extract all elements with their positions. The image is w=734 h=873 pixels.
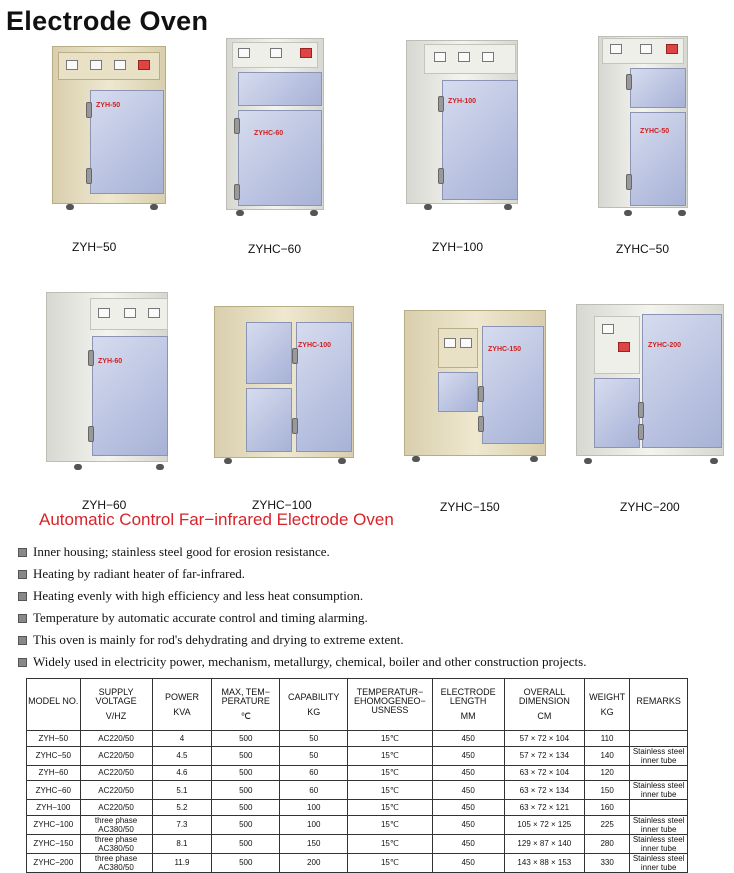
table-cell: 140 (584, 746, 629, 765)
feature-text: This oven is mainly for rod's dehydrating and drying to extreme extent. (33, 632, 404, 647)
table-cell: 450 (432, 800, 504, 816)
table-cell: 450 (432, 834, 504, 853)
gauge-icon (640, 44, 652, 54)
table-cell: AC220/50 (80, 746, 152, 765)
table-cell: 4.6 (152, 765, 212, 781)
table-cell: Stainless steel inner tube (630, 781, 688, 800)
door-handle-icon (86, 102, 92, 118)
door-handle-icon (88, 350, 94, 366)
gauge-icon (238, 48, 250, 58)
gauge-icon (610, 44, 622, 54)
table-cell: 15℃ (348, 746, 432, 765)
table-cell: 11.9 (152, 853, 212, 872)
table-row (27, 746, 688, 765)
gauge-icon (460, 338, 472, 348)
table-cell: 500 (212, 746, 280, 765)
table-cell: 450 (432, 765, 504, 781)
table-cell: 7.3 (152, 815, 212, 834)
product-zyhc-60 (224, 34, 328, 220)
indicator-light-icon (618, 342, 630, 352)
product-zyh-100 (404, 38, 522, 214)
oven-door (92, 336, 168, 456)
table-cell: Stainless steel inner tube (630, 746, 688, 765)
table-cell (630, 731, 688, 747)
table-cell: 5.1 (152, 781, 212, 800)
gauge-icon (444, 338, 456, 348)
table-cell: 15℃ (348, 853, 432, 872)
foot-icon (504, 204, 512, 210)
table-cell: 330 (584, 853, 629, 872)
model-badge: ZYHC-60 (254, 130, 284, 137)
foot-icon (150, 204, 158, 210)
table-cell: 200 (280, 853, 348, 872)
feature-list (18, 541, 728, 673)
table-cell: ZYH−50 (27, 731, 81, 747)
square-bullet-icon (18, 570, 27, 579)
list-item (18, 541, 728, 563)
table-cell: ZYHC−100 (27, 815, 81, 834)
gauge-icon (98, 308, 110, 318)
list-item (18, 629, 728, 651)
model-badge: ZYH-60 (98, 358, 123, 365)
door-handle-icon (88, 426, 94, 442)
table-cell: 15℃ (348, 800, 432, 816)
indicator-light-icon (138, 60, 150, 70)
gauge-icon (66, 60, 78, 70)
table-cell: 60 (280, 781, 348, 800)
list-item (18, 585, 728, 607)
table-row (27, 765, 688, 781)
column-header: OVERALL DIMENSION CM (504, 679, 584, 731)
spec-table (26, 678, 688, 873)
model-badge: ZYH-100 (448, 98, 477, 105)
table-row (27, 815, 688, 834)
oven-drawer (630, 68, 686, 108)
feature-text: Inner housing; stainless steel good for erosion resistance. (33, 544, 330, 559)
table-row (27, 800, 688, 816)
column-header: CAPABILITY KG (280, 679, 348, 731)
foot-icon (424, 204, 432, 210)
foot-icon (310, 210, 318, 216)
table-cell: 450 (432, 853, 504, 872)
control-panel (594, 316, 640, 374)
column-header: REMARKS (630, 679, 688, 731)
product-zyhc-200 (574, 302, 726, 468)
table-cell: three phase AC380/50 (80, 853, 152, 872)
table-cell: 15℃ (348, 815, 432, 834)
foot-icon (584, 458, 592, 464)
table-cell: 57 × 72 × 134 (504, 746, 584, 765)
column-header: WEIGHT KG (584, 679, 629, 731)
gauge-icon (602, 324, 614, 334)
square-bullet-icon (18, 658, 27, 667)
table-row (27, 781, 688, 800)
foot-icon (678, 210, 686, 216)
table-cell: Stainless steel inner tube (630, 853, 688, 872)
door-handle-icon (438, 96, 444, 112)
table-cell: 150 (280, 834, 348, 853)
table-cell: AC220/50 (80, 800, 152, 816)
table-cell: 500 (212, 834, 280, 853)
foot-icon (710, 458, 718, 464)
table-cell: Stainless steel inner tube (630, 834, 688, 853)
table-cell (630, 765, 688, 781)
table-cell: 5.2 (152, 800, 212, 816)
table-row (27, 731, 688, 747)
gauge-icon (90, 60, 102, 70)
column-header: MAX, TEM− PERATURE ℃ (212, 679, 280, 731)
door-handle-icon (478, 386, 484, 402)
product-caption: ZYHC−200 (620, 500, 680, 514)
door-handle-icon (86, 168, 92, 184)
door-handle-icon (626, 174, 632, 190)
square-bullet-icon (18, 614, 27, 623)
feature-text: Widely used in electricity power, mechanism, metallurgy, chemical, boiler and other construction projects. (33, 654, 587, 669)
product-caption: ZYHC−60 (248, 242, 302, 256)
table-cell: 129 × 87 × 140 (504, 834, 584, 853)
product-caption: ZYHC−150 (440, 500, 500, 514)
product-zyh-60 (44, 290, 172, 474)
foot-icon (224, 458, 232, 464)
page-title: Electrode Oven (6, 6, 209, 36)
oven-door (642, 314, 722, 448)
square-bullet-icon (18, 548, 27, 557)
table-cell: 63 × 72 × 134 (504, 781, 584, 800)
table-cell: 143 × 88 × 153 (504, 853, 584, 872)
table-cell: three phase AC380/50 (80, 834, 152, 853)
feature-text: Heating by radiant heater of far-infrared. (33, 566, 245, 581)
table-cell: 8.1 (152, 834, 212, 853)
table-cell: ZYHC−200 (27, 853, 81, 872)
oven-drawer (238, 72, 322, 106)
table-cell: 500 (212, 731, 280, 747)
gauge-icon (482, 52, 494, 62)
indicator-light-icon (666, 44, 678, 54)
oven-door (482, 326, 544, 444)
gauge-icon (270, 48, 282, 58)
table-cell: ZYHC−60 (27, 781, 81, 800)
door-handle-icon (234, 184, 240, 200)
table-cell: 160 (584, 800, 629, 816)
table-cell: 450 (432, 781, 504, 800)
gauge-icon (458, 52, 470, 62)
oven-drawer (438, 372, 478, 412)
square-bullet-icon (18, 592, 27, 601)
foot-icon (236, 210, 244, 216)
model-badge: ZYH-50 (96, 102, 121, 109)
table-cell: AC220/50 (80, 765, 152, 781)
table-cell: three phase AC380/50 (80, 815, 152, 834)
table-cell: 450 (432, 731, 504, 747)
table-cell: 500 (212, 781, 280, 800)
product-zyhc-150 (402, 306, 548, 470)
oven-drawer (246, 322, 292, 384)
column-header: MODEL NO. (27, 679, 81, 731)
table-cell: 500 (212, 800, 280, 816)
gauge-icon (124, 308, 136, 318)
table-header-row (27, 679, 688, 731)
table-cell: AC220/50 (80, 731, 152, 747)
list-item (18, 651, 728, 673)
table-cell: Stainless steel inner tube (630, 815, 688, 834)
table-cell: 63 × 72 × 121 (504, 800, 584, 816)
table-cell: 50 (280, 731, 348, 747)
control-panel (438, 328, 478, 368)
table-cell: ZYH−100 (27, 800, 81, 816)
product-zyhc-100 (212, 298, 358, 468)
door-handle-icon (438, 168, 444, 184)
door-handle-icon (234, 118, 240, 134)
table-cell: 63 × 72 × 104 (504, 765, 584, 781)
list-item (18, 607, 728, 629)
table-cell: 280 (584, 834, 629, 853)
foot-icon (66, 204, 74, 210)
table-cell: 450 (432, 815, 504, 834)
door-handle-icon (638, 424, 644, 440)
table-cell: 15℃ (348, 834, 432, 853)
product-zyhc-50 (596, 34, 692, 218)
column-header: POWER KVA (152, 679, 212, 731)
gauge-icon (114, 60, 126, 70)
table-cell: ZYHC−150 (27, 834, 81, 853)
table-cell: 15℃ (348, 731, 432, 747)
table-cell: 60 (280, 765, 348, 781)
feature-text: Heating evenly with high efficiency and less heat consumption. (33, 588, 364, 603)
model-badge: ZYHC-100 (298, 342, 332, 349)
door-handle-icon (478, 416, 484, 432)
table-cell: 120 (584, 765, 629, 781)
oven-door (630, 112, 686, 206)
door-handle-icon (638, 402, 644, 418)
column-header: SUPPLY VOLTAGE V/HZ (80, 679, 152, 731)
table-cell: 15℃ (348, 781, 432, 800)
foot-icon (156, 464, 164, 470)
table-cell: 450 (432, 746, 504, 765)
table-cell: ZYHC−50 (27, 746, 81, 765)
product-caption: ZYH−50 (72, 240, 117, 254)
list-item (18, 563, 728, 585)
door-handle-icon (292, 348, 298, 364)
product-caption: ZYHC−50 (616, 242, 670, 256)
column-header: TEMPERATUR− EHOMOGENEO− USNESS (348, 679, 432, 731)
square-bullet-icon (18, 636, 27, 645)
model-badge: ZYHC-50 (640, 128, 670, 135)
table-cell: 110 (584, 731, 629, 747)
gauge-icon (434, 52, 446, 62)
foot-icon (338, 458, 346, 464)
column-header: ELECTRODE LENGTH MM (432, 679, 504, 731)
table-cell: 57 × 72 × 104 (504, 731, 584, 747)
foot-icon (412, 456, 420, 462)
product-caption: ZYH−60 (82, 498, 127, 512)
door-handle-icon (626, 74, 632, 90)
gauge-icon (148, 308, 160, 318)
product-zyh-50 (50, 42, 170, 212)
indicator-light-icon (300, 48, 312, 58)
foot-icon (74, 464, 82, 470)
table-cell: 500 (212, 853, 280, 872)
table-cell: 500 (212, 765, 280, 781)
table-cell (630, 800, 688, 816)
table-cell: 15℃ (348, 765, 432, 781)
foot-icon (530, 456, 538, 462)
feature-text: Temperature by automatic accurate control and timing alarming. (33, 610, 368, 625)
table-cell: AC220/50 (80, 781, 152, 800)
product-caption: ZYH−100 (432, 240, 484, 254)
section-subtitle: Automatic Control Far−infrared Electrode Oven (39, 510, 394, 529)
table-cell: 105 × 72 × 125 (504, 815, 584, 834)
table-cell: 100 (280, 815, 348, 834)
table-cell: 100 (280, 800, 348, 816)
oven-door (246, 388, 292, 452)
table-cell: ZYH−60 (27, 765, 81, 781)
table-cell: 150 (584, 781, 629, 800)
table-cell: 50 (280, 746, 348, 765)
product-caption: ZYHC−100 (252, 498, 312, 512)
table-cell: 225 (584, 815, 629, 834)
model-badge: ZYHC-150 (488, 346, 522, 353)
table-cell: 4.5 (152, 746, 212, 765)
table-row (27, 853, 688, 872)
table-row (27, 834, 688, 853)
model-badge: ZYHC-200 (648, 342, 682, 349)
oven-door (238, 110, 322, 206)
door-handle-icon (292, 418, 298, 434)
foot-icon (624, 210, 632, 216)
oven-drawer (594, 378, 640, 448)
table-cell: 500 (212, 815, 280, 834)
table-cell: 4 (152, 731, 212, 747)
